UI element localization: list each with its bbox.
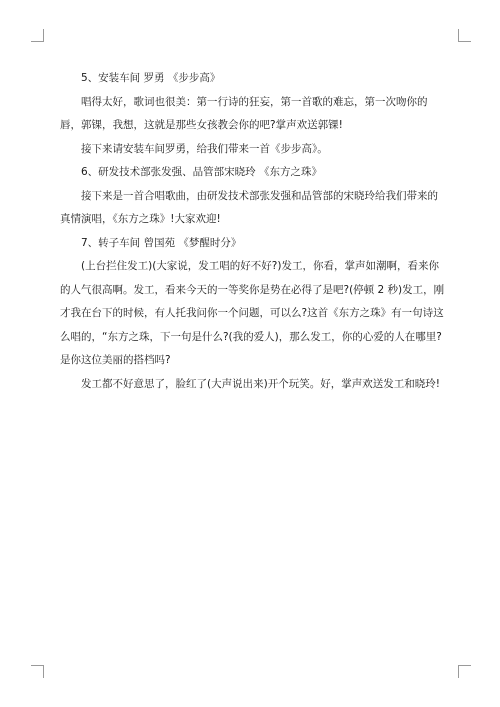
crop-mark-bottom-right: [458, 665, 471, 678]
section-heading-6: 6、研发技术部张发强、品管部宋晓玲 《东方之珠》: [81, 166, 323, 178]
crop-mark-top-left: [31, 29, 44, 42]
section-heading-7: 7、转子车间 曾国苑 《梦醒时分》: [81, 236, 242, 249]
section-heading-5: 5、安装车间 罗勇 《步步高》: [81, 72, 221, 84]
paragraph-1: 唱得太好，歌词也很美：第一行诗的狂妄，第一首歌的难忘，第一次吻你的唇，郭锞，我想，这就是那些女孩教会你的吧?掌声欢送郭锞!: [60, 95, 428, 131]
document-body: [60, 67, 445, 396]
paragraph-2: 接下来请安装车间罗勇，给我们带来一首《步步高》。: [81, 142, 328, 155]
crop-mark-bottom-left: [31, 665, 44, 678]
paragraph-3: 接下来是一首合唱歌曲，由研发技术部张发强和品管部的宋晓玲给我们带来的真情演唱，《东方之珠》!大家欢迎!: [60, 189, 438, 225]
paragraph-5: 发工都不好意思了，脸红了(大声说出来)开个玩笑。好，掌声欢送发工和晓玲!: [81, 377, 440, 390]
paragraph-4: (上台拦住发工)(大家说，发工唱的好不好?)发工，你看，掌声如潮啊，看来你的人气很高啊。发工，看来今天的一等奖你是势在必得了是吧?(停顿 2 秒)发工，刚才我在台下的时候，有人托我问你一个问题，可以么?这首《东方之珠》有一句诗这么唱的，“东方之珠，下一句是什么?(我的爱人)，那么发工，你的心爱的人在哪里?是你这位美丽的搭档吗?: [60, 260, 445, 366]
crop-mark-top-right: [458, 29, 471, 42]
